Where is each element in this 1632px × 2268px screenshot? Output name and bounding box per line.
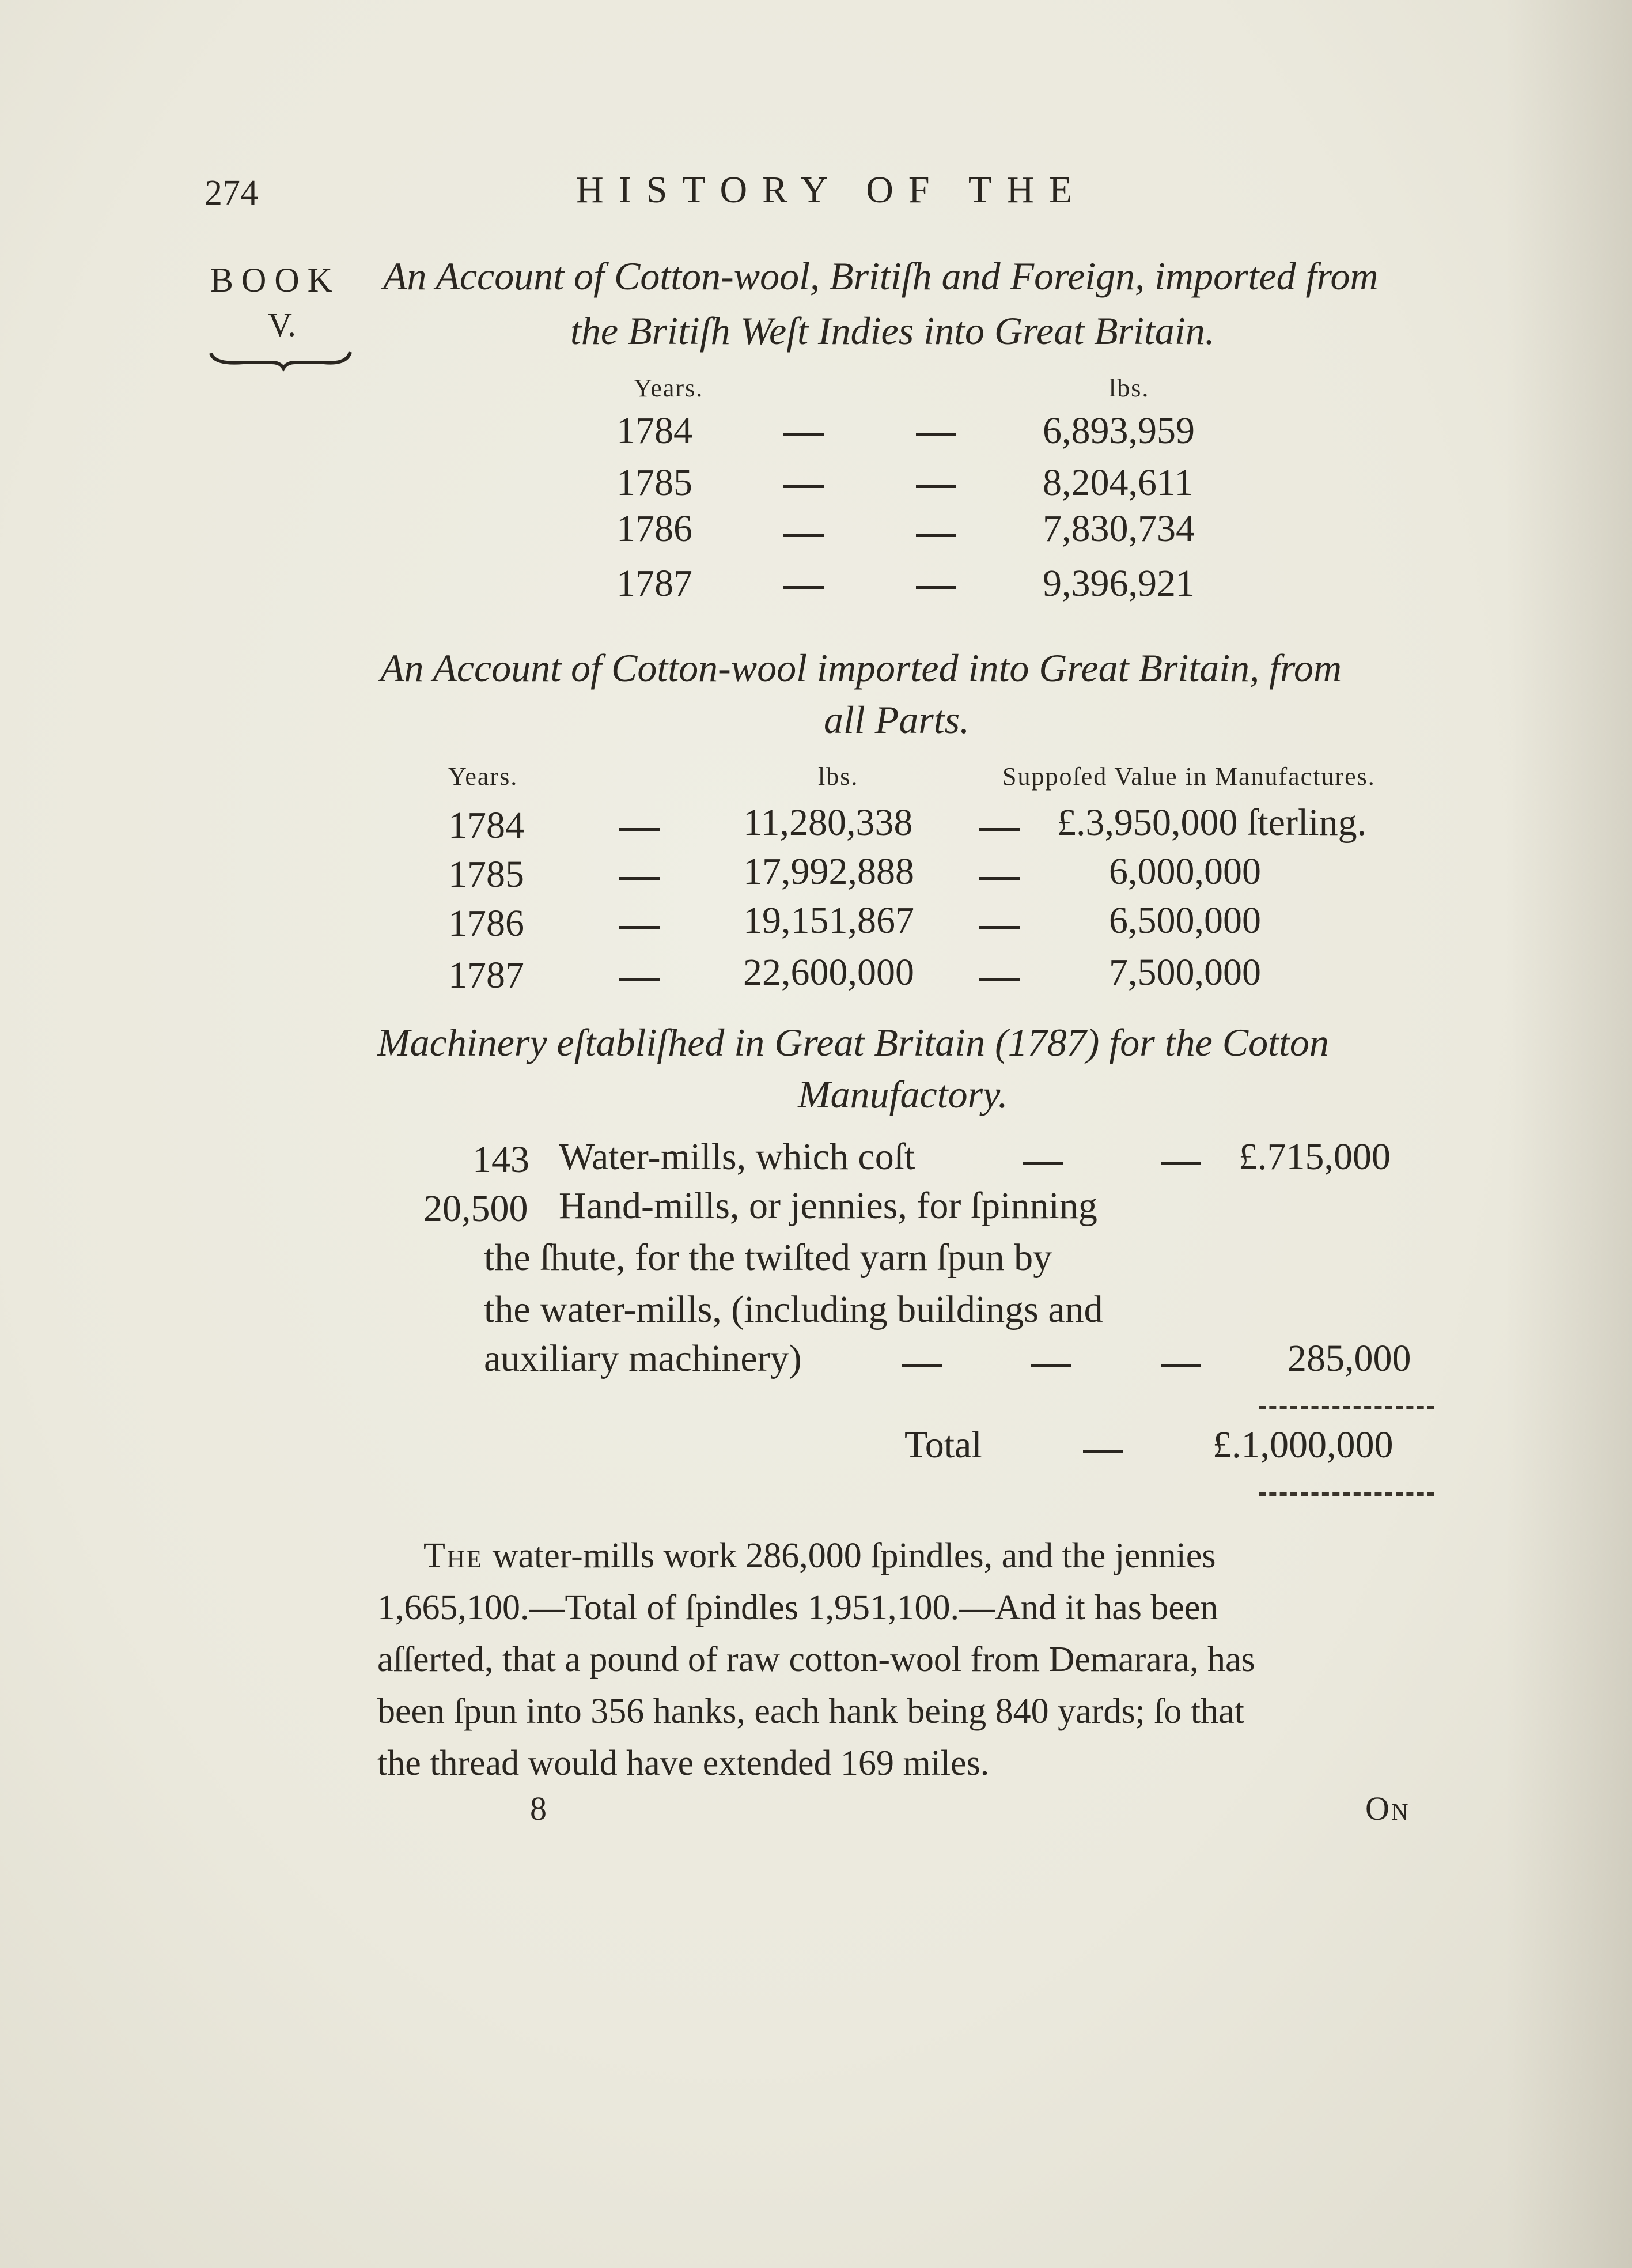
table2-row-lbs: 22,600,000 [743, 951, 914, 993]
table1-title-line2: the Britiſh Weſt Indies into Great Britain. [570, 309, 1215, 353]
page-edge-shadow [1505, 0, 1632, 2268]
table2-row-year: 1786 [448, 902, 524, 944]
leader-dash [1023, 1158, 1063, 1169]
table1-row-year: 1787 [616, 562, 692, 604]
table2-row-year: 1787 [448, 954, 524, 996]
paragraph-line1 [423, 1536, 1216, 1577]
total-double-rule [1259, 1492, 1434, 1496]
leader-dash [979, 922, 1020, 932]
leader-dash [783, 582, 824, 592]
leader-dash [916, 530, 956, 540]
leader-dash [902, 1360, 942, 1370]
machinery-total-label: Total [904, 1424, 982, 1466]
leader-dash [619, 873, 660, 883]
table1-header-years: Years. [634, 374, 704, 402]
table1-row-lbs: 6,893,959 [1043, 410, 1195, 452]
paragraph-line2: 1,665,100.—Total of ſpindles 1,951,100.—And it has been [377, 1588, 1218, 1627]
paragraph-line1-text: water-mills work 286,000 ſpindles, and the jennies [492, 1536, 1216, 1575]
leader-dash [979, 873, 1020, 883]
table2-row-value: 6,000,000 [1109, 850, 1261, 893]
machinery-item2-line3: the water-mills, (including buildings and [484, 1288, 1103, 1330]
table2-row-value: 7,500,000 [1109, 951, 1261, 993]
machinery-item1-qty: 143 [472, 1139, 529, 1181]
printer-signature: 8 [530, 1790, 547, 1827]
table2-title-line1: An Account of Cotton-wool imported into Great Britain, from [380, 646, 1342, 690]
table1-header-lbs: lbs. [1109, 374, 1150, 402]
leader-dash [619, 974, 660, 984]
machinery-item2-line4: auxiliary machinery) [484, 1337, 802, 1379]
leader-dash [783, 481, 824, 492]
leader-dash [619, 824, 660, 834]
leader-dash [619, 922, 660, 932]
table1-row-year: 1786 [616, 508, 692, 550]
leader-dash [916, 429, 956, 440]
paragraph-line5: the thread would have extended 169 miles. [377, 1744, 990, 1783]
machinery-item1-text: Water-mills, which coſt [559, 1136, 915, 1178]
machinery-item1-amount: £.715,000 [1239, 1136, 1391, 1178]
running-title: HISTORY OF THE [576, 169, 1088, 211]
paragraph-line3: aſſerted, that a pound of raw cotton-wool from Demarara, has [377, 1640, 1255, 1679]
book-volume: V. [268, 306, 296, 343]
table2-header-value: Suppoſed Value in Manufactures. [1002, 762, 1376, 791]
leader-dash [1161, 1360, 1201, 1370]
table2-row-year: 1785 [448, 853, 524, 895]
table2-row-year: 1784 [448, 804, 524, 846]
machinery-total-amount: £.1,000,000 [1213, 1424, 1394, 1466]
machinery-item2-line1: Hand-mills, or jennies, for ſpinning [559, 1185, 1097, 1227]
table1-row-year: 1784 [616, 410, 692, 452]
sum-rule [1259, 1406, 1434, 1409]
table2-row-lbs: 11,280,338 [743, 802, 913, 844]
table2-row-lbs: 17,992,888 [743, 850, 914, 893]
table2-header-lbs: lbs. [818, 762, 859, 791]
machinery-item2-amount: 285,000 [1288, 1337, 1411, 1379]
table1-row-lbs: 9,396,921 [1043, 562, 1195, 604]
table2-row-value: £.3,950,000 ſterling. [1057, 802, 1367, 844]
leader-dash [979, 974, 1020, 984]
leader-dash [783, 429, 824, 440]
leader-dash [916, 481, 956, 492]
leader-dash [979, 824, 1020, 834]
leader-dash [783, 530, 824, 540]
leader-dash [1161, 1158, 1201, 1169]
machinery-title-line1: Machinery eſtabliſhed in Great Britain (1787) for the Cotton [377, 1020, 1329, 1064]
table1-row-lbs: 7,830,734 [1043, 508, 1195, 550]
table1-title-line1: An Account of Cotton-wool, Britiſh and Foreign, imported from [383, 254, 1379, 298]
leader-dash [916, 582, 956, 592]
table1-row-lbs: 8,204,611 [1043, 462, 1194, 504]
table2-header-years: Years. [448, 762, 518, 791]
machinery-title-line2: Manufactory. [798, 1072, 1008, 1116]
machinery-item2-line2: the ſhute, for the twiſted yarn ſpun by [484, 1237, 1052, 1279]
margin-brace-ornament [209, 349, 353, 372]
table2-title-line2: all Parts. [824, 698, 970, 742]
leader-dash [1083, 1446, 1123, 1457]
catchword: On [1365, 1790, 1410, 1827]
table1-row-year: 1785 [616, 462, 692, 504]
leader-dash [1031, 1360, 1071, 1370]
paragraph-lead-word: The [423, 1536, 484, 1575]
book-label: BOOK [210, 261, 341, 299]
page-number: 274 [205, 173, 258, 213]
machinery-item2-qty: 20,500 [423, 1188, 528, 1230]
table2-row-lbs: 19,151,867 [743, 899, 914, 942]
table2-row-value: 6,500,000 [1109, 899, 1261, 942]
paragraph-line4: been ſpun into 356 hanks, each hank being 840 yards; ſo that [377, 1692, 1244, 1731]
